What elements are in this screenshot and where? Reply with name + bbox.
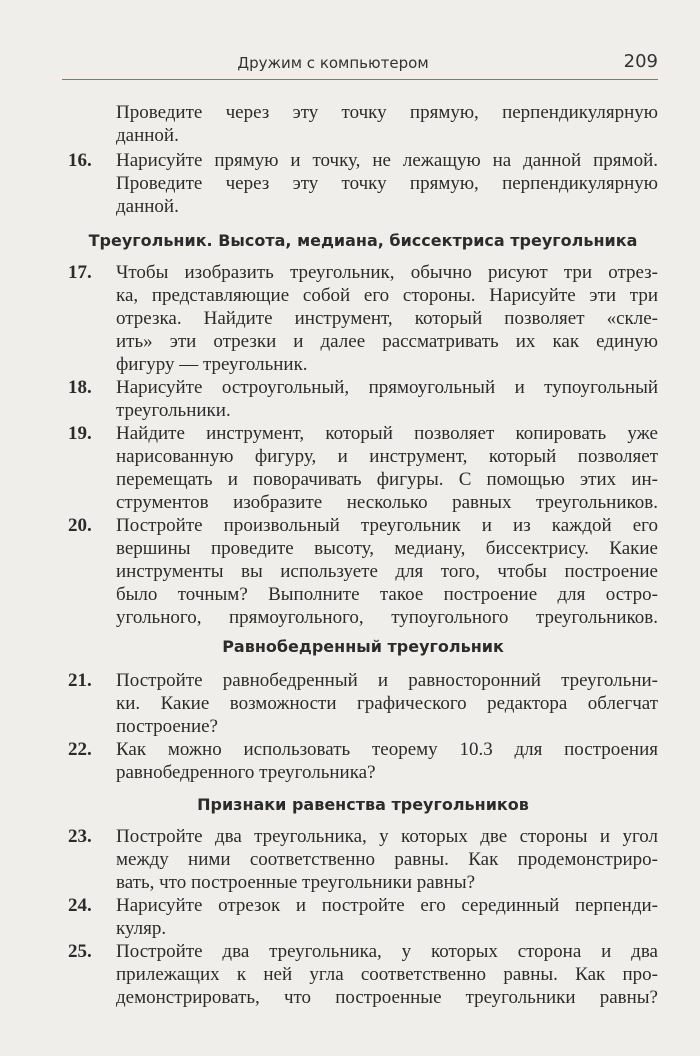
item-number: 23. (68, 826, 92, 847)
text-line: Найдите инструмент, который позволяет копировать уже (116, 423, 658, 444)
text-line: прилежащих к ней угла соответственно равны. Как про- (116, 964, 658, 985)
text-line: данной. (116, 125, 179, 146)
text-line: ки. Какие возможности графического редактора облегчат (116, 693, 658, 714)
item-number: 16. (68, 150, 92, 171)
text-line: Постройте произвольный треугольник и из каждой его (116, 515, 658, 536)
text-line: Проведите через эту точку прямую, перпендикулярную (116, 173, 658, 194)
text-line: ить» эти отрезки и далее рассматривать их как единую (116, 331, 658, 352)
item-number: 20. (68, 515, 92, 536)
text-line: угольного, прямоугольного, тупоугольного треугольников. (116, 607, 658, 628)
text-line: Как можно использовать теорему 10.3 для построения (116, 739, 658, 760)
running-title: Дружим с компьютером (237, 54, 429, 72)
text-line: вать, что построенные треугольники равны? (116, 872, 476, 893)
item-number: 24. (68, 895, 92, 916)
page-number: 209 (623, 51, 658, 72)
text-line: Постройте два треугольника, у которых две стороны и угол (116, 826, 658, 847)
text-line: построение? (116, 716, 218, 737)
section-heading: Признаки равенства треугольников (197, 795, 529, 814)
text-line: равнобедренного треугольника? (116, 762, 376, 783)
text-line: Постройте два треугольника, у которых сторона и два (116, 941, 658, 962)
header-rule (62, 79, 658, 80)
text-line: нарисованную фигуру, и инструмент, который позволяет (116, 446, 658, 467)
item-number: 18. (68, 377, 92, 398)
text-line: ка, представляющие собой его стороны. Нарисуйте эти три (116, 285, 658, 306)
item-number: 17. (68, 262, 92, 283)
text-line: данной. (116, 196, 179, 217)
text-line: Нарисуйте отрезок и постройте его серединный перпенди- (116, 895, 658, 916)
text-line: между ними соответственно равны. Как продемонстриро- (116, 849, 658, 870)
text-line: Нарисуйте остроугольный, прямоугольный и тупоугольный (116, 377, 658, 398)
text-line: куляр. (116, 918, 167, 939)
item-number: 25. (68, 941, 92, 962)
item-number: 21. (68, 670, 92, 691)
text-line: Нарисуйте прямую и точку, не лежащую на данной прямой. (116, 150, 658, 171)
text-line: демонстрировать, что построенные треугольники равны? (116, 987, 658, 1008)
item-number: 19. (68, 423, 92, 444)
text-line: было точным? Выполните такое построение для остро- (116, 584, 658, 605)
text-line: фигуру — треугольник. (116, 354, 308, 375)
item-number: 22. (68, 739, 92, 760)
text-line: треугольники. (116, 400, 231, 421)
text-line: струментов изобразите несколько равных треугольников. (116, 492, 658, 513)
text-line: Проведите через эту точку прямую, перпендикулярную (116, 102, 658, 123)
text-line: отрезка. Найдите инструмент, который позволяет «скле- (116, 308, 658, 329)
text-line: Постройте равнобедренный и равносторонний треугольни- (116, 670, 658, 691)
section-heading: Треугольник. Высота, медиана, биссектриса треугольника (88, 231, 638, 250)
text-line: вершины проведите высоту, медиану, биссектрису. Какие (116, 538, 658, 559)
text-line: перемещать и поворачивать фигуры. С помощью этих ин- (116, 469, 658, 490)
text-line: Чтобы изобразить треугольник, обычно рисуют три отрез- (116, 262, 658, 283)
text-line: инструменты вы используете для того, чтобы построение (116, 561, 658, 582)
section-heading: Равнобедренный треугольник (222, 637, 504, 656)
page-header (62, 50, 658, 82)
